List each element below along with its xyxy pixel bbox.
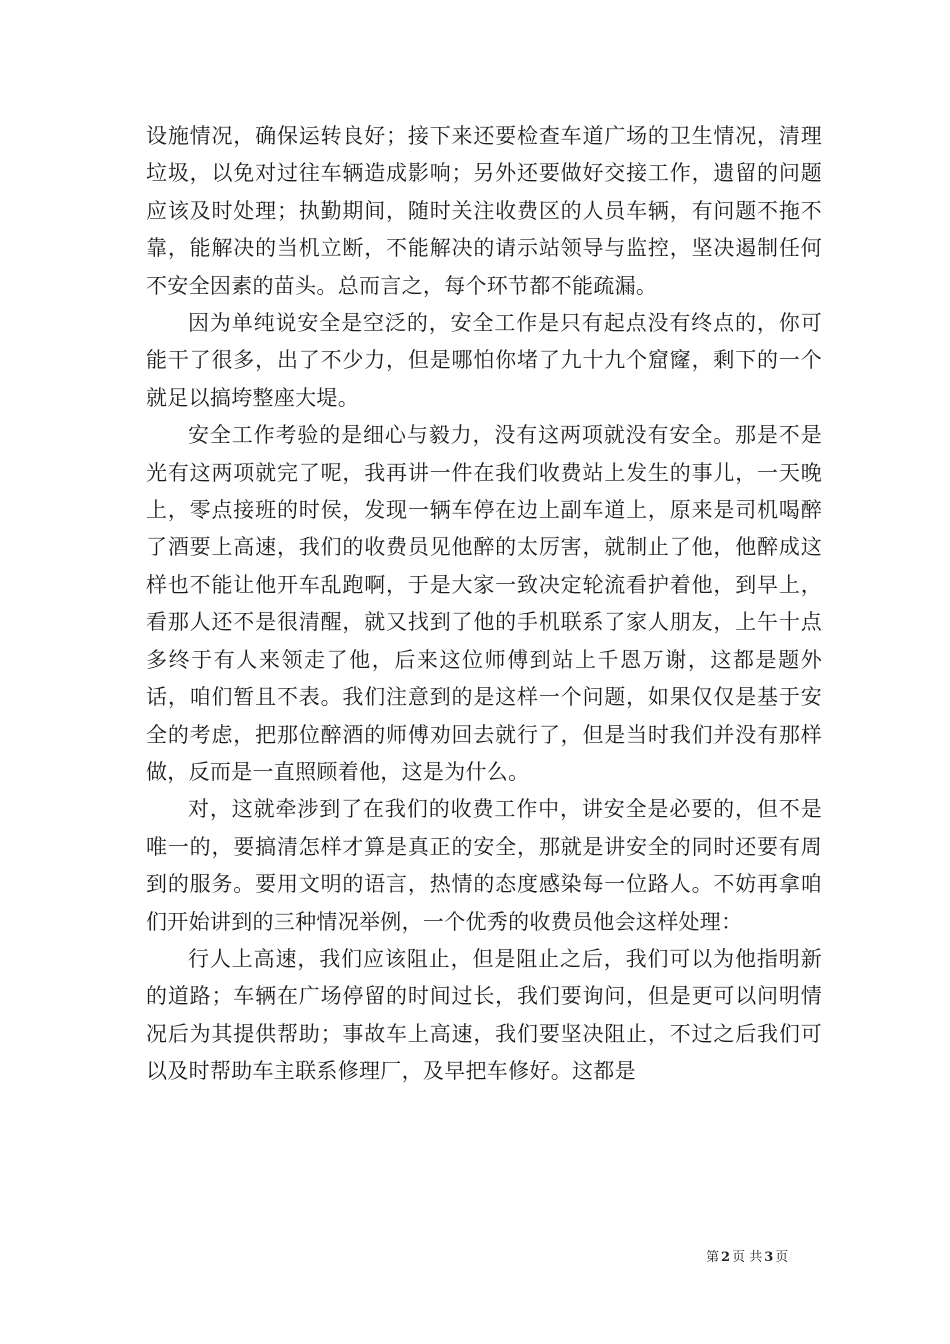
footer-prefix: 第 bbox=[706, 1250, 720, 1265]
footer-middle: 页 共 bbox=[732, 1250, 763, 1265]
footer-total-pages: 3 bbox=[764, 1250, 774, 1265]
footer-current-page: 2 bbox=[721, 1250, 731, 1265]
document-body bbox=[146, 118, 822, 1091]
footer-suffix: 页 bbox=[775, 1250, 789, 1265]
page-number-footer bbox=[706, 1246, 788, 1265]
paragraph-1: 设施情况，确保运转良好；接下来还要检查车道广场的卫生情况，清理垃圾，以免对过往车辆造成影响；另外还要做好交接工作，遗留的问题应该及时处理；执勤期间，随时关注收费区的人员车辆，有问题不拖不靠，能解决的当机立断，不能解决的请示站领导与监控，坚决遏制任何不安全因素的苗头。总而言之，每个环节都不能疏漏。 bbox=[146, 124, 822, 298]
paragraph-3: 安全工作考验的是细心与毅力，没有这两项就没有安全。那是不是光有这两项就完了呢，我再讲一件在我们收费站上发生的事儿，一天晚上，零点接班的时侯，发现一辆车停在边上副车道上，原来是司机喝醉了酒要上高速，我们的收费员见他醉的太厉害，就制止了他，他醉成这样也不能让他开车乱跑啊，于是大家一致决定轮流看护着他，到早上，看那人还不是很清醒，就又找到了他的手机联系了家人朋友，上午十点多终于有人来领走了他，后来这位师傅到站上千恩万谢，这都是题外话，咱们暂且不表。我们注意到的是这样一个问题，如果仅仅是基于安全的考虑，把那位醉酒的师傅劝回去就行了，但是当时我们并没有那样做，反而是一直照顾着他，这是为什么。 bbox=[146, 423, 822, 784]
paragraph-4: 对，这就牵涉到了在我们的收费工作中，讲安全是必要的，但不是唯一的，要搞清怎样才算是真正的安全，那就是讲安全的同时还要有周到的服务。要用文明的语言，热情的态度感染每一位路人。不妨再拿咱们开始讲到的三种情况举例，一个优秀的收费员他会这样处理： bbox=[146, 797, 822, 934]
paragraph-5: 行人上高速，我们应该阻止，但是阻止之后，我们可以为他指明新的道路；车辆在广场停留的时间过长，我们要询问，但是更可以问明情况后为其提供帮助；事故车上高速，我们要坚决阻止，不过之后我们可以及时帮助车主联系修理厂，及早把车修好。这都是 bbox=[146, 946, 822, 1084]
paragraph-2: 因为单纯说安全是空泛的，安全工作是只有起点没有终点的，你可能干了很多，出了不少力，但是哪怕你堵了九十九个窟窿，剩下的一个就足以搞垮整座大堤。 bbox=[146, 311, 822, 410]
